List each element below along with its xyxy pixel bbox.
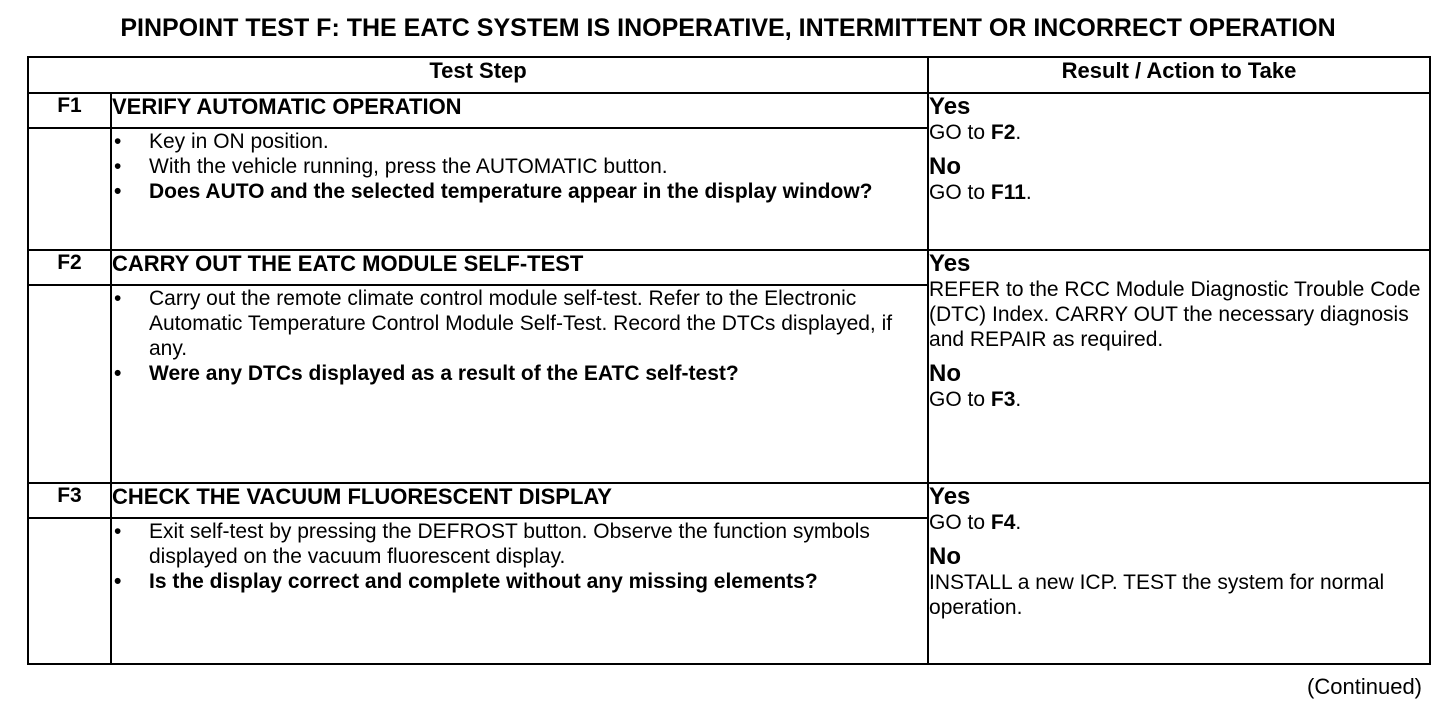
continued-note: (Continued) — [1307, 674, 1422, 699]
step-title: CHECK THE VACUUM FLUORESCENT DISPLAY — [111, 483, 928, 518]
step-body — [111, 285, 928, 483]
yes-reference: F4 — [990, 511, 1016, 534]
yes-label: Yes — [929, 250, 971, 277]
step-result — [928, 93, 1430, 250]
no-label: No — [929, 543, 962, 570]
header-row — [28, 57, 1430, 93]
step-result — [928, 250, 1430, 483]
header-test-step: Test Step — [28, 57, 928, 93]
pinpoint-test-table — [27, 56, 1431, 665]
step-code: F1 — [28, 93, 111, 128]
step-bullet: • Key in ON position. — [114, 130, 329, 153]
yes-reference: F2 — [990, 121, 1016, 144]
step-code: F2 — [28, 250, 111, 285]
no-action: GO to F3. — [929, 388, 1022, 411]
page-title: PINPOINT TEST F: THE EATC SYSTEM IS INOPERATIVE, INTERMITTENT OR INCORRECT OPERATION — [120, 14, 1336, 42]
yes-label: Yes — [929, 483, 971, 510]
step-title-row — [28, 483, 1430, 518]
step-title-row — [28, 93, 1430, 128]
no-action: INSTALL a new ICP. TEST the system for normal operation. — [929, 571, 1385, 619]
step-bullet: • With the vehicle running, press the AUTOMATIC button. — [114, 155, 668, 178]
step-question: • Does AUTO and the selected temperature appear in the display window? — [114, 180, 873, 203]
code-spacer — [28, 285, 111, 483]
step-body — [111, 518, 928, 664]
no-reference: F11 — [990, 181, 1026, 204]
step-title-row — [28, 250, 1430, 285]
no-reference: F3 — [990, 388, 1016, 411]
no-action: GO to F11. — [929, 181, 1032, 204]
step-result — [928, 483, 1430, 664]
code-spacer — [28, 518, 111, 664]
step-body — [111, 128, 928, 250]
header-result: Result / Action to Take — [928, 57, 1430, 93]
no-label: No — [929, 360, 962, 387]
code-spacer — [28, 128, 111, 250]
no-label: No — [929, 153, 962, 180]
step-code: F3 — [28, 483, 111, 518]
yes-action: REFER to the RCC Module Diagnostic Trouble Code (DTC) Index. CARRY OUT the necessary diagnosis and REPAIR as required. — [929, 278, 1421, 351]
step-title: VERIFY AUTOMATIC OPERATION — [111, 93, 928, 128]
yes-action: GO to F4. — [929, 511, 1022, 534]
step-question: • Were any DTCs displayed as a result of the EATC self-test? — [114, 362, 739, 385]
yes-label: Yes — [929, 93, 971, 120]
step-bullet: • Carry out the remote climate control module self-test. Refer to the Electronic Automatic Temperature Control Module Self-Test. Record the DTCs displayed, if any. — [114, 287, 893, 360]
step-title: CARRY OUT THE EATC MODULE SELF-TEST — [111, 250, 928, 285]
step-question: • Is the display correct and complete without any missing elements? — [114, 570, 818, 593]
yes-action: GO to F2. — [929, 121, 1022, 144]
step-bullet: • Exit self-test by pressing the DEFROST button. Observe the function symbols displayed on the vacuum fluorescent display. — [114, 520, 870, 568]
